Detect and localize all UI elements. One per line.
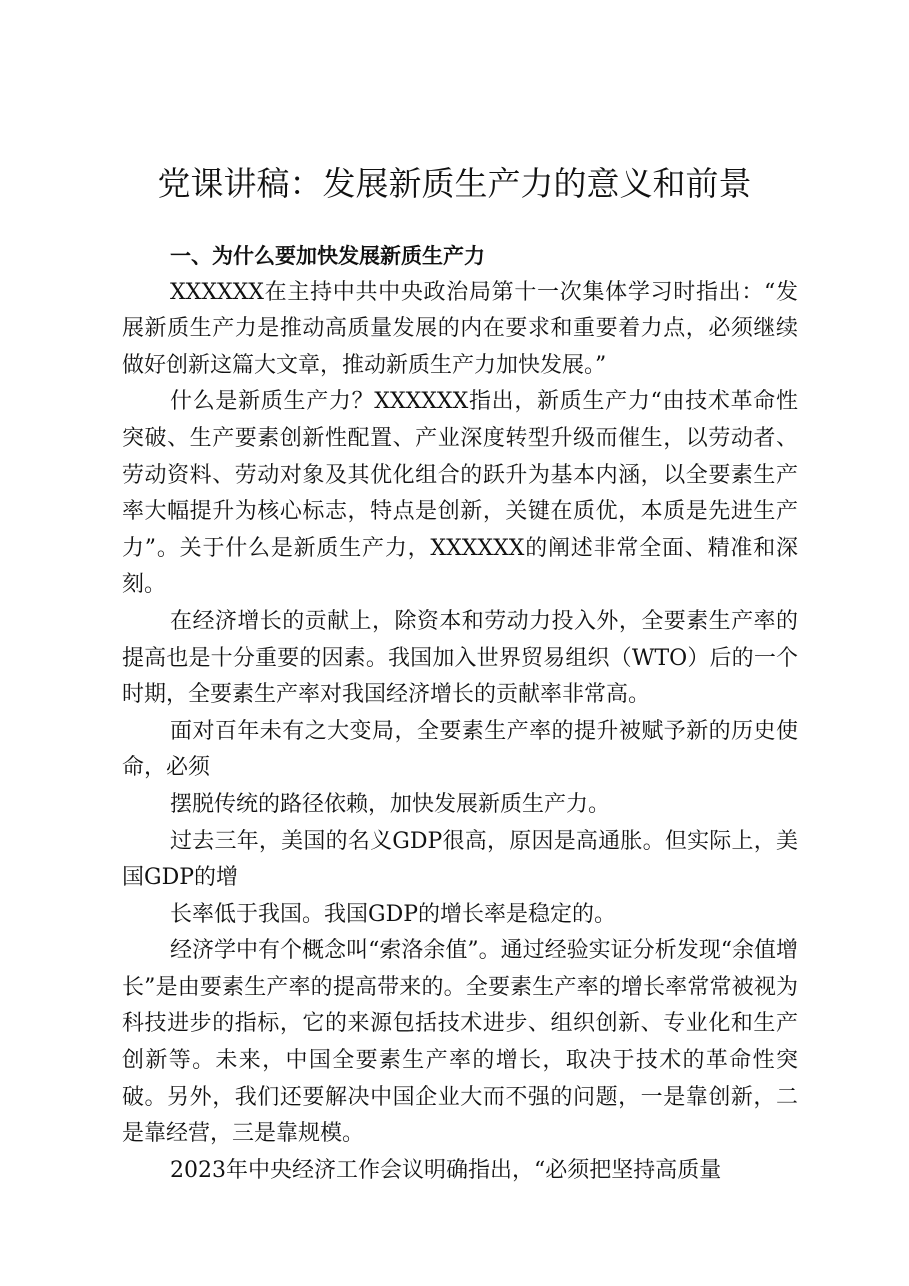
- section-heading: 一、为什么要加快发展新质生产力: [170, 244, 485, 268]
- paragraph-5: 摆脱传统的路径依赖，加快发展新质生产力。: [170, 791, 611, 817]
- paragraph-6: 过去三年，美国的名义GDP很高，原因是高通胀。但实际上，美国GDP的增: [122, 828, 798, 891]
- paragraph-1: XXXXXX在主持中共中央政治局第十一次集体学习时指出：“发展新质生产力是推动高质量发展的内在要求和重要着力点，必须继续做好创新这篇大文章，推动新质生产力加快发展。”: [122, 279, 798, 378]
- paragraph-2: 什么是新质生产力？XXXXXX指出，新质生产力“由技术革命性突破、生产要素创新性配置、产业深度转型升级而催生，以劳动者、劳动资料、劳动对象及其优化组合的跃升为基本内涵，以全要素生产率大幅提升为核心标志，特点是创新，关键在质优，本质是先进生产力”。关于什么是新质生产力，XXXXXX的阐述非常全面、精准和深刻。: [122, 389, 798, 598]
- paragraph-7: 长率低于我国。我国GDP的增长率是稳定的。: [170, 901, 617, 927]
- paragraph-3: 在经济增长的贡献上，除资本和劳动力投入外，全要素生产率的提高也是十分重要的因素。我国加入世界贸易组织（WTO）后的一个时期，全要素生产率对我国经济增长的贡献率非常高。: [122, 608, 798, 708]
- document-body: [122, 238, 798, 1189]
- paragraph-9: 2023年中央经济工作会议明确指出，“必须把坚持高质量: [170, 1157, 722, 1183]
- paragraph-4: 面对百年未有之大变局，全要素生产率的提升被赋予新的历史使命，必须: [122, 718, 798, 781]
- document-title: 党课讲稿：发展新质生产力的意义和前景: [157, 164, 752, 203]
- paragraph-8: 经济学中有个概念叫“索洛余值”。通过经验实证分析发现“余值增长”是由要素生产率的提高带来的。全要素生产率的增长率常常被视为科技进步的指标，它的来源包括技术进步、组织创新、专业化和生产创新等。未来，中国全要素生产率的增长，取决于技术的革命性突破。另外，我们还要解决中国企业大而不强的问题，一是靠创新，二是靠经营，三是靠规模。: [122, 938, 798, 1147]
